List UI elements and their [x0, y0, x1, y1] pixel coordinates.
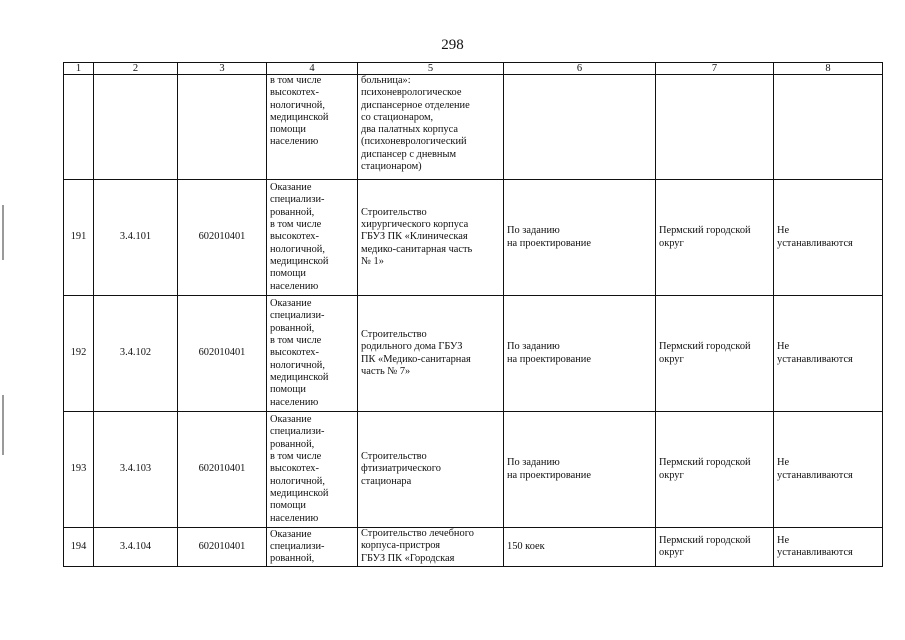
territory-cell: Пермский городской округ — [656, 180, 774, 296]
classifier-cell — [178, 75, 267, 180]
table-row — [64, 528, 883, 567]
code-cell: 3.4.103 — [94, 412, 178, 528]
service-cell: в том числе высокотех- нологичной, медицинской помощи населению — [267, 75, 358, 180]
capacity-cell — [504, 75, 656, 180]
service-cell: Оказание специализи- рованной, в том числе высокотех- нологичной, медицинской помощи населению — [267, 180, 358, 296]
row-number-cell: 191 — [64, 180, 94, 296]
table-row — [64, 412, 883, 528]
column-header: 2 — [94, 63, 178, 75]
classifier-cell: 602010401 — [178, 528, 267, 567]
service-cell: Оказание специализи- рованной, — [267, 528, 358, 567]
classifier-cell: 602010401 — [178, 412, 267, 528]
object-cell: Строительство хирургического корпуса ГБУЗ ПК «Клиническая медико-санитарная часть № 1» — [358, 180, 504, 296]
deadline-cell: Не устанавливаются — [774, 412, 883, 528]
page-number: 298 — [441, 37, 464, 53]
column-header: 5 — [358, 63, 504, 75]
code-cell: 3.4.101 — [94, 180, 178, 296]
territory-cell: Пермский городской округ — [656, 412, 774, 528]
capacity-cell: 150 коек — [504, 528, 656, 567]
deadline-cell: Не устанавливаются — [774, 528, 883, 567]
table-row — [64, 75, 883, 180]
object-cell: Строительство фтизиатрического стационара — [358, 412, 504, 528]
territory-cell — [656, 75, 774, 180]
scan-edge-mark — [2, 395, 4, 455]
data-table — [63, 62, 883, 567]
column-header: 4 — [267, 63, 358, 75]
table-row — [64, 296, 883, 412]
deadline-cell — [774, 75, 883, 180]
scan-edge-mark — [2, 205, 4, 260]
deadline-cell: Не устанавливаются — [774, 180, 883, 296]
service-cell: Оказание специализи- рованной, в том числе высокотех- нологичной, медицинской помощи населению — [267, 296, 358, 412]
row-number-cell: 194 — [64, 528, 94, 567]
classifier-cell: 602010401 — [178, 296, 267, 412]
territory-cell: Пермский городской округ — [656, 528, 774, 567]
row-number-cell: 193 — [64, 412, 94, 528]
table-row — [64, 180, 883, 296]
object-cell: Строительство родильного дома ГБУЗ ПК «Медико-санитарная часть № 7» — [358, 296, 504, 412]
code-cell: 3.4.104 — [94, 528, 178, 567]
header-row — [64, 63, 883, 75]
capacity-cell: По заданию на проектирование — [504, 296, 656, 412]
column-header: 6 — [504, 63, 656, 75]
column-header: 8 — [774, 63, 883, 75]
row-number-cell: 192 — [64, 296, 94, 412]
column-header: 3 — [178, 63, 267, 75]
capacity-cell: По заданию на проектирование — [504, 412, 656, 528]
capacity-cell: По заданию на проектирование — [504, 180, 656, 296]
row-number-cell — [64, 75, 94, 180]
column-header: 1 — [64, 63, 94, 75]
code-cell: 3.4.102 — [94, 296, 178, 412]
deadline-cell: Не устанавливаются — [774, 296, 883, 412]
territory-cell: Пермский городской округ — [656, 296, 774, 412]
object-cell: Строительство лечебного корпуса-пристроя ГБУЗ ПК «Городская — [358, 528, 504, 567]
column-header: 7 — [656, 63, 774, 75]
object-cell: больница»: психоневрологическое диспансерное отделение со стационаром, два палатных корпуса (психоневрологический диспансер с дневным стационаром) — [358, 75, 504, 180]
code-cell — [94, 75, 178, 180]
service-cell: Оказание специализи- рованной, в том числе высокотех- нологичной, медицинской помощи населению — [267, 412, 358, 528]
classifier-cell: 602010401 — [178, 180, 267, 296]
